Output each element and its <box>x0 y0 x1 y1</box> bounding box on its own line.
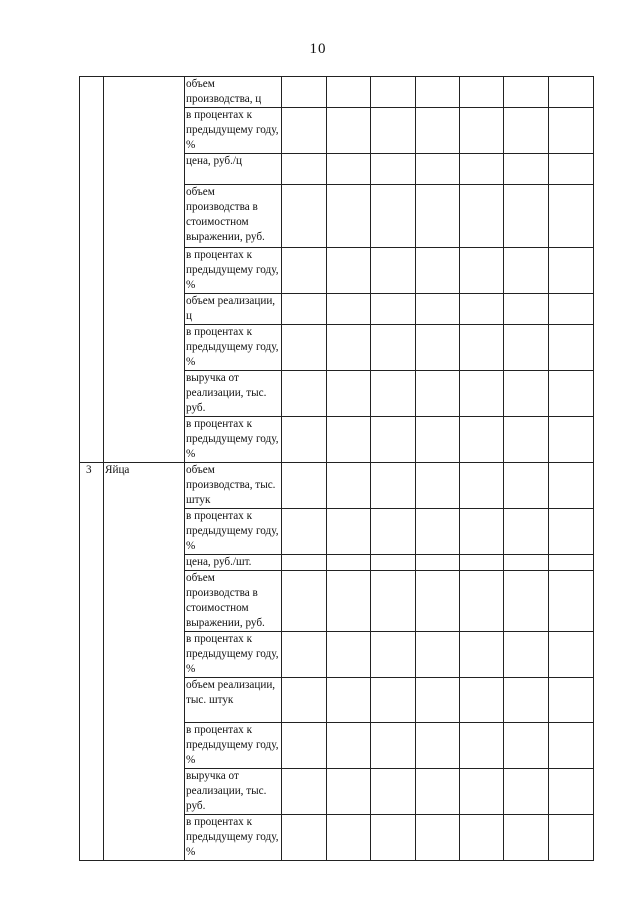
value-cell <box>416 248 460 294</box>
value-cell <box>416 632 460 678</box>
value-cell <box>282 463 327 509</box>
value-cell <box>371 723 416 769</box>
value-cell <box>416 723 460 769</box>
value-cell <box>327 248 371 294</box>
value-cell <box>371 678 416 723</box>
value-cell <box>504 509 549 555</box>
value-cell <box>504 815 549 861</box>
value-cell <box>460 723 504 769</box>
row-number-cell: 3 <box>80 463 104 861</box>
indicator-label-cell: цена, руб./шт. <box>185 555 282 571</box>
value-cell <box>282 571 327 632</box>
value-cell <box>416 77 460 108</box>
value-cell <box>327 294 371 325</box>
value-cell <box>504 108 549 154</box>
value-cell <box>416 678 460 723</box>
row-number-cell <box>80 77 104 463</box>
indicator-label-cell: в процентах к предыдущему году, % <box>185 632 282 678</box>
value-cell <box>371 77 416 108</box>
indicator-label-cell: в процентах к предыдущему году, % <box>185 815 282 861</box>
value-cell <box>460 294 504 325</box>
value-cell <box>549 294 594 325</box>
indicator-label-cell: в процентах к предыдущему году, % <box>185 108 282 154</box>
value-cell <box>371 463 416 509</box>
value-cell <box>549 769 594 815</box>
value-cell <box>416 571 460 632</box>
value-cell <box>371 154 416 185</box>
indicator-label-cell: объем производства в стоимостном выражении, руб. <box>185 185 282 248</box>
value-cell <box>460 108 504 154</box>
value-cell <box>460 417 504 463</box>
indicator-label-cell: цена, руб./ц <box>185 154 282 185</box>
value-cell <box>504 571 549 632</box>
value-cell <box>282 294 327 325</box>
value-cell <box>460 815 504 861</box>
value-cell <box>504 463 549 509</box>
value-cell <box>549 463 594 509</box>
value-cell <box>460 632 504 678</box>
value-cell <box>504 294 549 325</box>
value-cell <box>416 769 460 815</box>
value-cell <box>460 509 504 555</box>
indicator-label-cell: объем реализации, ц <box>185 294 282 325</box>
value-cell <box>504 325 549 371</box>
value-cell <box>416 154 460 185</box>
value-cell <box>327 325 371 371</box>
indicator-label-cell: в процентах к предыдущему году, % <box>185 325 282 371</box>
value-cell <box>282 769 327 815</box>
indicator-label-cell: в процентах к предыдущему году, % <box>185 248 282 294</box>
value-cell <box>282 154 327 185</box>
value-cell <box>371 815 416 861</box>
value-cell <box>460 154 504 185</box>
value-cell <box>327 463 371 509</box>
value-cell <box>460 769 504 815</box>
value-cell <box>416 108 460 154</box>
value-cell <box>327 723 371 769</box>
value-cell <box>327 108 371 154</box>
indicator-table <box>79 76 594 861</box>
value-cell <box>371 632 416 678</box>
value-cell <box>504 723 549 769</box>
table-row <box>80 463 594 509</box>
value-cell <box>416 815 460 861</box>
value-cell <box>327 769 371 815</box>
value-cell <box>327 632 371 678</box>
value-cell <box>504 248 549 294</box>
value-cell <box>549 108 594 154</box>
value-cell <box>549 723 594 769</box>
value-cell <box>504 154 549 185</box>
value-cell <box>549 248 594 294</box>
value-cell <box>327 509 371 555</box>
indicator-label-cell: в процентах к предыдущему году, % <box>185 417 282 463</box>
value-cell <box>282 371 327 417</box>
value-cell <box>371 248 416 294</box>
value-cell <box>282 417 327 463</box>
value-cell <box>371 294 416 325</box>
value-cell <box>282 108 327 154</box>
value-cell <box>416 417 460 463</box>
value-cell <box>416 294 460 325</box>
value-cell <box>282 248 327 294</box>
page-number: 10 <box>309 41 327 57</box>
value-cell <box>416 509 460 555</box>
value-cell <box>327 678 371 723</box>
value-cell <box>282 185 327 248</box>
value-cell <box>282 555 327 571</box>
product-name-cell <box>104 77 185 463</box>
value-cell <box>371 185 416 248</box>
value-cell <box>460 555 504 571</box>
value-cell <box>327 571 371 632</box>
value-cell <box>460 678 504 723</box>
value-cell <box>282 325 327 371</box>
indicator-label-cell: в процентах к предыдущему году, % <box>185 723 282 769</box>
value-cell <box>549 417 594 463</box>
value-cell <box>549 185 594 248</box>
indicator-label-cell: объем производства, тыс. штук <box>185 463 282 509</box>
value-cell <box>504 769 549 815</box>
value-cell <box>282 77 327 108</box>
value-cell <box>504 417 549 463</box>
value-cell <box>549 325 594 371</box>
value-cell <box>549 509 594 555</box>
value-cell <box>327 371 371 417</box>
indicator-label-cell: выручка от реализации, тыс. руб. <box>185 371 282 417</box>
value-cell <box>460 185 504 248</box>
value-cell <box>460 77 504 108</box>
value-cell <box>504 678 549 723</box>
value-cell <box>371 509 416 555</box>
value-cell <box>416 463 460 509</box>
value-cell <box>416 371 460 417</box>
value-cell <box>327 77 371 108</box>
value-cell <box>504 555 549 571</box>
value-cell <box>371 108 416 154</box>
value-cell <box>327 185 371 248</box>
value-cell <box>371 769 416 815</box>
value-cell <box>504 185 549 248</box>
value-cell <box>416 185 460 248</box>
indicator-label-cell: объем производства в стоимостном выражении, руб. <box>185 571 282 632</box>
value-cell <box>460 325 504 371</box>
value-cell <box>282 815 327 861</box>
product-name-cell: Яйца <box>104 463 185 861</box>
value-cell <box>460 371 504 417</box>
value-cell <box>549 555 594 571</box>
value-cell <box>549 371 594 417</box>
value-cell <box>371 571 416 632</box>
value-cell <box>549 815 594 861</box>
value-cell <box>416 325 460 371</box>
indicator-label-cell: выручка от реализации, тыс. руб. <box>185 769 282 815</box>
value-cell <box>504 371 549 417</box>
value-cell <box>282 723 327 769</box>
value-cell <box>460 248 504 294</box>
value-cell <box>504 632 549 678</box>
value-cell <box>327 154 371 185</box>
value-cell <box>416 555 460 571</box>
value-cell <box>549 632 594 678</box>
value-cell <box>282 509 327 555</box>
value-cell <box>504 77 549 108</box>
value-cell <box>549 154 594 185</box>
table-row <box>80 77 594 108</box>
value-cell <box>371 417 416 463</box>
value-cell <box>460 463 504 509</box>
value-cell <box>371 325 416 371</box>
indicator-label-cell: в процентах к предыдущему году, % <box>185 509 282 555</box>
value-cell <box>371 371 416 417</box>
value-cell <box>282 632 327 678</box>
value-cell <box>549 571 594 632</box>
indicator-label-cell: объем производства, ц <box>185 77 282 108</box>
value-cell <box>327 815 371 861</box>
value-cell <box>327 417 371 463</box>
value-cell <box>371 555 416 571</box>
value-cell <box>549 77 594 108</box>
value-cell <box>282 678 327 723</box>
value-cell <box>460 571 504 632</box>
value-cell <box>327 555 371 571</box>
value-cell <box>549 678 594 723</box>
indicator-label-cell: объем реализации, тыс. штук <box>185 678 282 723</box>
